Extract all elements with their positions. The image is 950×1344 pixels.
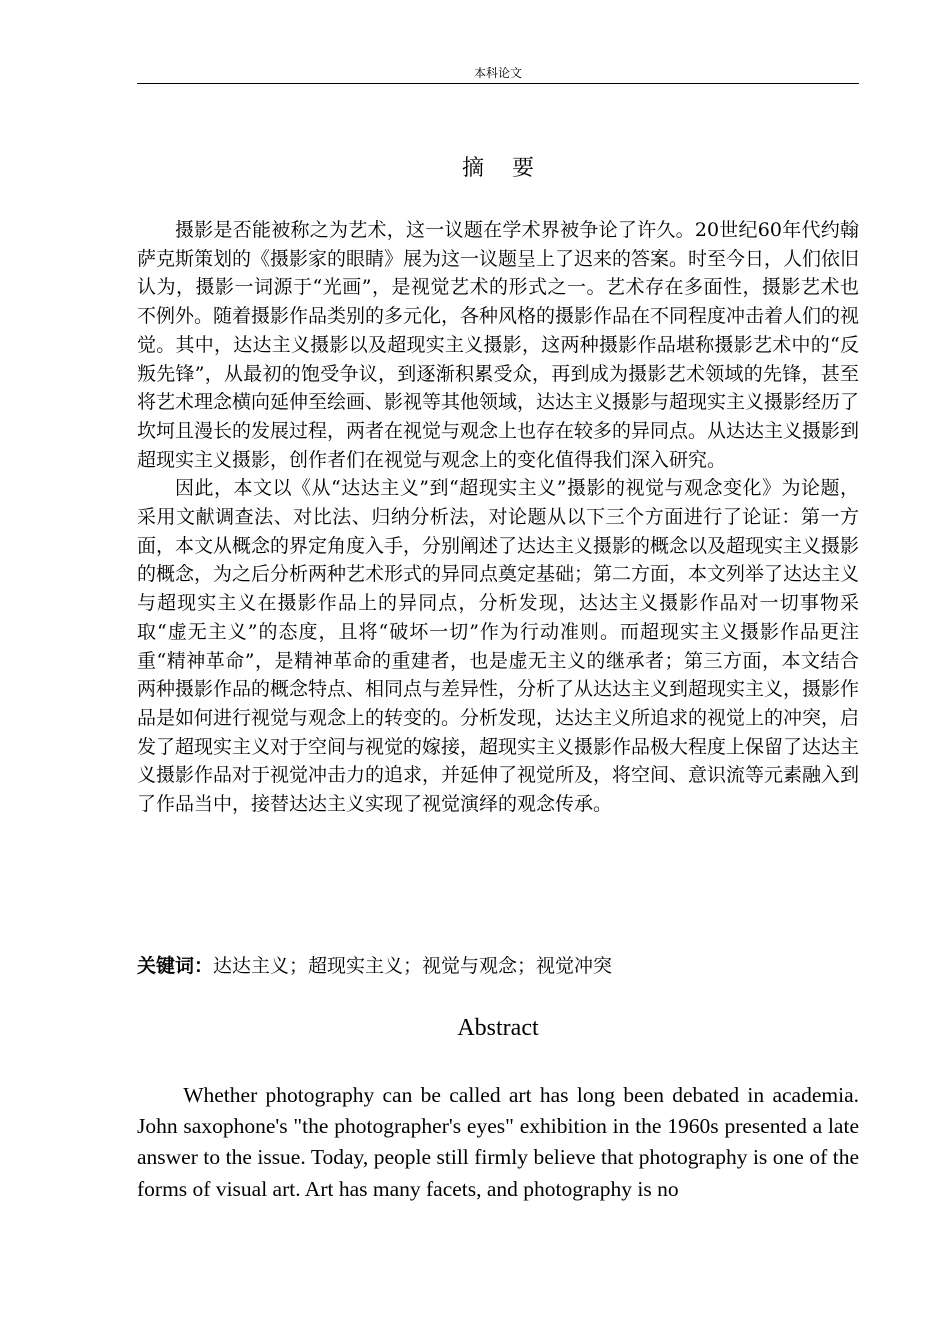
abstract-cn-paragraph-2: 因此，本文以《从“达达主义”到“超现实主义”摄影的视觉与观念变化》为论题，采用文献调查法、对比法、归纳分析法，对论题从以下三个方面进行了论证：第一方面，本文从概念的界定角度入手，分别阐述了达达主义摄影的概念以及超现实主义摄影的概念，为之后分析两种艺术形式的异同点奠定基础；第二方面，本文列举了达达主义与超现实主义在摄影作品上的异同点，分析发现，达达主义摄影作品对一切事物采取“虚无主义”的态度，且将“破坏一切”作为行动准则。而超现实主义摄影作品更注重“精神革命”，是精神革命的重建者，也是虚无主义的继承者；第三方面，本文结合两种摄影作品的概念特点、相同点与差异性，分析了从达达主义到超现实主义，摄影作品是如何进行视觉与观念上的转变的。分析发现，达达主义所追求的视觉上的冲突，启发了超现实主义对于空间与视觉的嫁接，超现实主义摄影作品极大程度上保留了达达主义摄影作品对于视觉冲击力的追求，并延伸了视觉所及，将空间、意识流等元素融入到了作品当中，接替达达主义实现了视觉演绎的观念传承。	[137, 477, 860, 816]
keywords-line	[137, 952, 859, 980]
abstract-cn-title: 摘要	[461, 156, 562, 181]
abstract-en-title: Abstract	[457, 1015, 539, 1041]
abstract-en-body	[137, 1080, 859, 1205]
keywords-text: 达达主义；超现实主义；视觉与观念；视觉冲突	[213, 955, 613, 977]
abstract-en-paragraph-1: Whether photography can be called art has long been debated in academia. John saxophone's "the photographer's eyes" exhibition in the 1960s presented a late answer to the issue. Today, people still firmly believe that photography is one of the forms of visual art. Art has many facets, and photography is no	[137, 1083, 859, 1201]
header-rule	[137, 83, 859, 84]
abstract-cn-body	[137, 216, 859, 819]
running-header: 本科论文	[473, 66, 522, 80]
keywords-label: 关键词：	[137, 955, 214, 977]
abstract-cn-paragraph-1: 摄影是否能被称之为艺术，这一议题在学术界被争论了许久。20世纪60年代约翰萨克斯策划的《摄影家的眼睛》展为这一议题呈上了迟来的答案。时至今日，人们依旧认为，摄影一词源于“光画”，是视觉艺术的形式之一。艺术存在多面性，摄影艺术也不例外。随着摄影作品类别的多元化，各种风格的摄影作品在不同程度冲击着人们的视觉。其中，达达主义摄影以及超现实主义摄影，这两种摄影作品堪称摄影艺术中的“反叛先锋”，从最初的饱受争议，到逐渐积累受众，再到成为摄影艺术领域的先锋，甚至将艺术理念横向延伸至绘画、影视等其他领域，达达主义摄影与超现实主义摄影经历了坎坷且漫长的发展过程，两者在视觉与观念上也存在较多的异同点。从达达主义摄影到超现实主义摄影，创作者们在视觉与观念上的变化值得我们深入研究。	[137, 219, 860, 471]
